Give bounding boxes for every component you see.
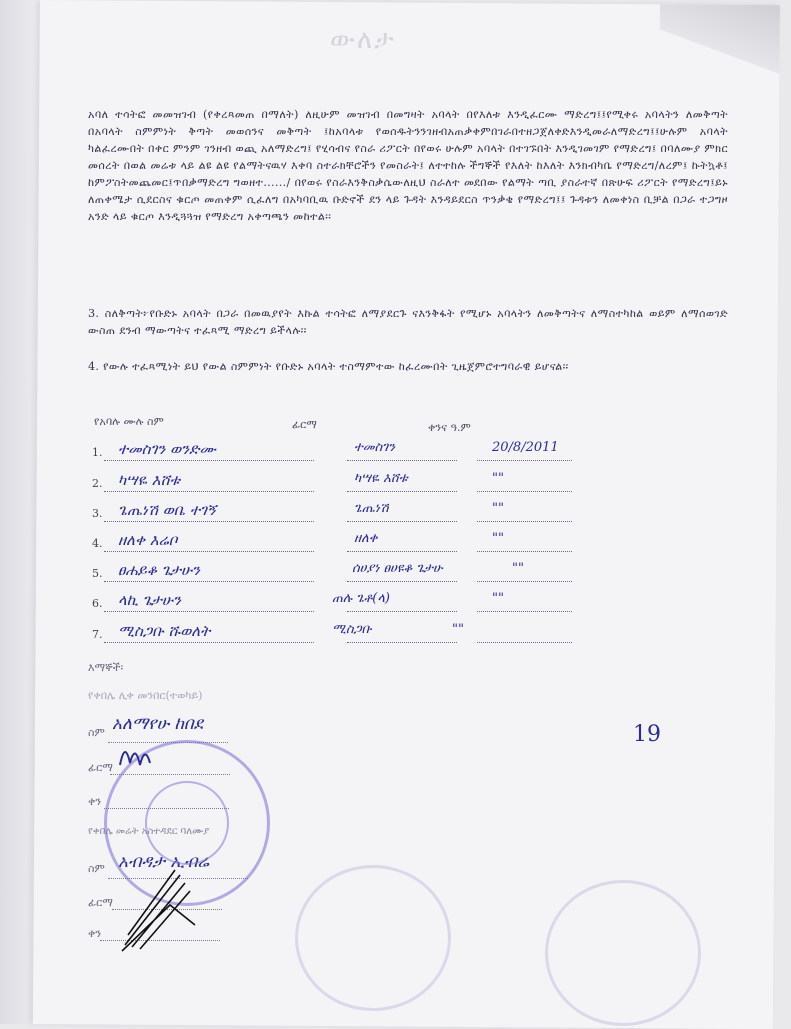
signature-line	[347, 642, 457, 643]
section-3-penalties: 3. ስለቅጣት፦የቡድኑ አባላት በጋራ በመዉያየት እኩል ተሳትፎ ለማያደርጉ ናእንቅፋት የሚሆኑ አባላትን ለመቅጣትና ለማስተካከል ወይም ለማሰወገድ ውስጠ ደንብ ማውጣትና ተፈጻሚ ማድረግ ይችላሉ፡፡	[88, 307, 728, 337]
witnesses-title: እማኞች፡	[88, 661, 124, 674]
date-line	[477, 611, 572, 612]
date-line	[477, 551, 572, 552]
name-line	[104, 521, 314, 522]
signing-date: ""	[492, 591, 504, 606]
table-row	[92, 473, 652, 495]
signature-line	[347, 611, 457, 612]
col-header-signature: ፊርማ	[292, 418, 317, 431]
signing-date: ""	[492, 531, 504, 546]
date-line	[477, 642, 572, 643]
member-signature: ጠሉ ጌቶ(ላ)	[332, 591, 390, 606]
member-signature: ተመስገን	[354, 440, 395, 455]
date-line	[477, 581, 572, 582]
row-number: 3.	[92, 507, 103, 520]
page-number: 19	[633, 722, 661, 747]
table-row	[92, 624, 652, 646]
signing-date: ""	[492, 501, 504, 516]
name-line	[104, 642, 314, 643]
name-line	[104, 611, 314, 612]
signature-line	[347, 581, 457, 582]
witness-name-value: አለማየሁ ከበደ	[112, 714, 203, 734]
obligations-paragraph: አባለ ተሳትፎ መመዝገብ (የቀረጻመጠ በማለት) ለዚሁም መዝገብ በመግዛት አባላት በየእለቱ እንዲፈርሙ ማድረግ፤፤የሚቀሩ አባላትን ለመቅጣት በአባላት ስምምነት ቅጣት መወሰንና መቅጣት ፤ከአባላቱ የወሰዱትንንገዘብአጠቃቀምበገራበተዘጋጀለቀድእንዲመራለማድረግ፤፤ሁሉም አባላት ካልፈረሙበት በቀር ምንም ገንዘብ ወጪ አለማድረግ፤ የሂሳብና የስራ ሪፖርት በየወሩ ሁሉም አባላት በተገኙበት እንዲገመገም የማድረግ፤ በባለሙያ ምክር መሰረት በወል መሬቱ ላይ ልዩ ልዩ የልማትናዉሃ እቀባ ስተራክቸሮችን የመስራት፤ ለተተከሉ ችግኞች የእለት ከእለት እንክብካቤ የማድረግ/ለረም፤ ኩትኳቶ፤ ከምፖስትመጨመር፤ጥበቃማድረግ ግወዘተ....../ በየወሩ የስራእንቅስቃሴውለዚህ ስራለተ መደበው የልማት ጣቢ ያስራተኛ በጽሁፍ ሪፖርት የማድረግ፤ይኑ ለጠቀሜታ ሲደርስና ቁርጦ መጠቀም ሲፈለግ በአካባቢዉ ቡድኖች ደን ላይ ጉዳት እንዳይደርስ ጥንቃቄ የማድረግ፤፤ ጉዳቱን ለመቀነስ ቢቻል በጋራ ተጋግዞ አንድ ላይ ቁርጦ እንዲጓጓዝ የማድረግ አቀጣጫን መከተል፡፡	[88, 108, 728, 223]
signing-date: 20/8/2011	[492, 440, 559, 455]
signing-date: ""	[492, 471, 504, 486]
signing-date: ""	[452, 622, 464, 637]
member-name: ተመስገን ወንድሙ	[118, 440, 216, 458]
row-number: 5.	[92, 567, 103, 580]
signature-line	[347, 491, 457, 492]
member-signature: ሰሀያነ ፀሀዩቆ ጌታሁ	[352, 561, 443, 576]
date-line	[477, 491, 572, 492]
table-row	[92, 533, 652, 555]
col-header-date: ቀንና ዓ.ም	[428, 421, 471, 434]
faded-header: ውለታ	[330, 25, 396, 55]
witness-signature-scribble	[110, 735, 170, 775]
member-name: ዘለቀ እሬቦ	[118, 531, 178, 549]
section-4-effectiveness: 4. የውሉ ተፈጻሚነት ይህ የውል ስምምነት የቡድኑ አባላት ተስማምተው ከፈረሙበት ጊዜጀምሮተግባራዊ ይሆናል፡፡	[88, 360, 569, 373]
second-witness-signature-scribble	[120, 865, 200, 955]
member-name: ካሣዬ እሸቱ	[118, 471, 180, 489]
member-signature: ሚስጋቡ	[332, 622, 372, 637]
signature-line	[347, 460, 457, 461]
table-row	[92, 442, 652, 464]
row-number: 1.	[92, 446, 103, 459]
row-number: 4.	[92, 537, 103, 550]
table-row	[92, 593, 652, 615]
member-name: ጌጤነሽ ወቤ ተገኝ	[118, 501, 216, 519]
name-line	[104, 551, 314, 552]
name-line	[104, 460, 314, 461]
second-witness-name-value: አብዳታ ኢብሬ	[118, 852, 209, 872]
row-number: 7.	[92, 628, 103, 641]
member-signature: ካሣዬ እሸቱ	[354, 471, 408, 486]
row-number: 6.	[92, 597, 103, 610]
second-witness-sign-label: ፊርማ	[88, 896, 113, 909]
signature-line	[347, 521, 457, 522]
member-name: ሚስጋቡ ሹወለት	[118, 622, 211, 640]
col-header-name: የአባሉ ሙሉ ስም	[94, 415, 164, 428]
date-line	[477, 460, 572, 461]
stamp-inner-ring	[145, 781, 229, 865]
member-signature: ዘለቀ	[354, 531, 378, 546]
signing-date: ""	[512, 561, 524, 576]
member-name: ፀሐይቆ ጌታሁን	[118, 561, 200, 579]
date-line	[477, 521, 572, 522]
member-signature: ጌጤነሽ	[354, 501, 389, 516]
witness-name-label: ስም	[88, 726, 105, 739]
second-witness-role: የቀበሌ መሬት አስተዳደር ባለሙያ	[88, 826, 210, 837]
witness-role: የቀበሌ ሊቀ መንበር(ተወካይ)	[88, 689, 203, 702]
page-corner-fold	[659, 4, 779, 75]
witness-date-label: ቀን	[88, 795, 102, 808]
witness-sign-label: ፊርማ	[88, 761, 113, 774]
name-line	[104, 581, 314, 582]
second-witness-name-label: ስም	[88, 862, 105, 875]
signature-line	[347, 551, 457, 552]
member-name: ላኪ ጌታሁን	[118, 591, 181, 609]
second-witness-date-label: ቀን	[88, 927, 102, 940]
faint-stamp-center	[295, 865, 451, 1011]
faint-stamp-right	[545, 880, 701, 1026]
row-number: 2.	[92, 477, 103, 490]
name-line	[104, 491, 314, 492]
table-row	[92, 503, 652, 525]
table-row	[92, 563, 652, 585]
